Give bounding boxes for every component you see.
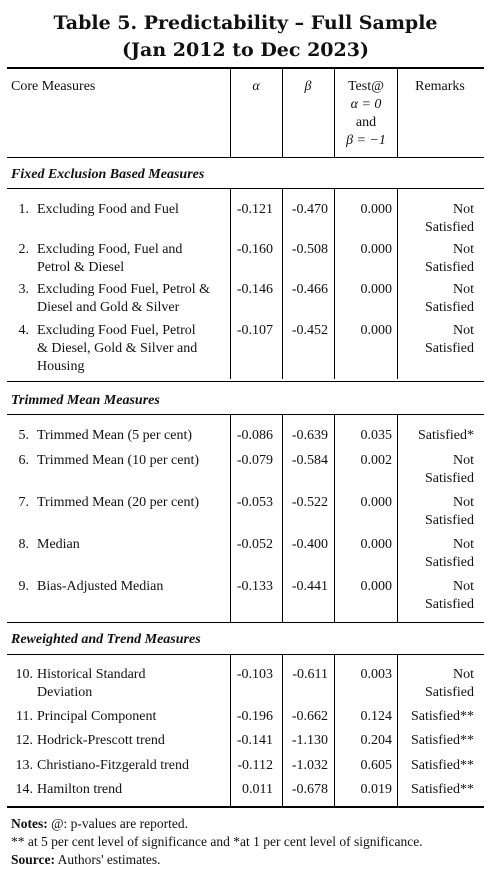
measure-name: Diesel and Gold & Silver (37, 300, 180, 315)
section-rule (7, 414, 484, 415)
remarks-value: Satisfied** (411, 709, 474, 724)
col-divider (282, 69, 283, 157)
remarks-value: Not (453, 579, 474, 594)
header-core-measures: Core Measures (11, 79, 96, 94)
beta-value: -0.441 (291, 579, 328, 594)
section-rule (7, 188, 484, 189)
row-number: 1. (18, 202, 29, 217)
remarks-value: Satisfied (425, 220, 474, 235)
remarks-value: Satisfied** (411, 782, 474, 797)
alpha-value: -0.079 (236, 453, 273, 468)
alpha-value: -0.107 (236, 323, 273, 338)
measure-name: Principal Component (37, 709, 157, 724)
beta-value: -0.470 (291, 202, 328, 217)
row-number: 7. (18, 495, 29, 510)
remarks-value: Not (453, 323, 474, 338)
test-value: 0.000 (360, 537, 392, 552)
beta-value: -0.611 (292, 667, 328, 682)
test-value: 0.000 (360, 282, 392, 297)
alpha-value: 0.011 (242, 782, 273, 797)
remarks-value: Satisfied (425, 300, 474, 315)
notes-text: @: p-values are reported. (47, 816, 188, 831)
row-number: 12. (15, 733, 33, 748)
header-alpha: α (252, 79, 260, 94)
header-beta: β (304, 79, 312, 94)
remarks-value: Satisfied (425, 513, 474, 528)
row-number: 3. (18, 282, 29, 297)
measure-name: Bias-Adjusted Median (37, 579, 164, 594)
row-number: 9. (18, 579, 29, 594)
notes-label: Notes: (11, 816, 48, 831)
remarks-value: Not (453, 537, 474, 552)
top-rule (7, 67, 484, 69)
remarks-value: Satisfied** (411, 758, 474, 773)
remarks-value: Satisfied (425, 260, 474, 275)
row-number: 8. (18, 537, 29, 552)
remarks-value: Satisfied (425, 471, 474, 486)
section-rule (7, 654, 484, 655)
beta-value: -0.522 (291, 495, 328, 510)
section-title: Reweighted and Trend Measures (11, 632, 201, 647)
header-test-line2: α = 0 (350, 97, 382, 112)
col-divider (230, 69, 231, 157)
alpha-value: -0.133 (236, 579, 273, 594)
remarks-value: Not (453, 202, 474, 217)
section-title: Fixed Exclusion Based Measures (11, 167, 205, 182)
col-divider (397, 415, 398, 622)
col-divider (334, 69, 335, 157)
measure-name: Historical Standard (37, 667, 146, 682)
test-value: 0.000 (360, 323, 392, 338)
row-number: 10. (15, 667, 33, 682)
test-value: 0.204 (360, 733, 392, 748)
test-value: 0.000 (360, 495, 392, 510)
remarks-value: Not (453, 242, 474, 257)
remarks-value: Satisfied (425, 597, 474, 612)
section-title: Trimmed Mean Measures (11, 393, 160, 408)
beta-value: -0.678 (291, 782, 328, 797)
section-end-rule (7, 622, 484, 623)
row-number: 6. (18, 453, 29, 468)
row-number: 2. (18, 242, 29, 257)
test-value: 0.605 (360, 758, 392, 773)
header-test-line4: β = −1 (346, 133, 386, 148)
alpha-value: -0.086 (236, 428, 273, 443)
remarks-value: Not (453, 453, 474, 468)
measure-name: Christiano-Fitzgerald trend (37, 758, 190, 773)
notes-line2: ** at 5 per cent level of significance and *at 1 per cent level of significance. (11, 834, 423, 849)
table-subtitle: (Jan 2012 to Dec 2023) (122, 39, 369, 61)
alpha-value: -0.160 (236, 242, 273, 257)
test-value: 0.000 (360, 202, 392, 217)
beta-value: -0.452 (291, 323, 328, 338)
bottom-rule (7, 806, 484, 808)
remarks-value: Not (453, 495, 474, 510)
header-remarks: Remarks (415, 79, 465, 94)
test-value: 0.000 (360, 242, 392, 257)
beta-value: -0.508 (291, 242, 328, 257)
notes-line1 (11, 815, 487, 833)
measure-name: Trimmed Mean (10 per cent) (37, 453, 199, 468)
beta-value: -1.130 (291, 733, 328, 748)
col-divider (397, 69, 398, 157)
test-value: 0.019 (360, 782, 392, 797)
beta-value: -0.466 (291, 282, 328, 297)
remarks-value: Satisfied (425, 341, 474, 356)
alpha-value: -0.121 (236, 202, 273, 217)
test-value: 0.003 (360, 667, 392, 682)
measure-name: Excluding Food Fuel, Petrol & (37, 282, 211, 297)
measure-name: Deviation (37, 685, 93, 700)
alpha-value: -0.103 (236, 667, 273, 682)
table-title: Table 5. Predictability – Full Sample (53, 12, 438, 34)
header-rule (7, 157, 484, 158)
row-number: 11. (16, 709, 33, 724)
section-end-rule (7, 381, 484, 382)
remarks-value: Not (453, 667, 474, 682)
measure-name: Housing (37, 359, 85, 374)
col-divider (397, 655, 398, 806)
row-number: 5. (18, 428, 29, 443)
header-test-line3: and (355, 115, 377, 130)
measure-name: Hamilton trend (37, 782, 123, 797)
alpha-value: -0.112 (237, 758, 273, 773)
alpha-value: -0.196 (236, 709, 273, 724)
alpha-value: -0.141 (236, 733, 273, 748)
measure-name: Trimmed Mean (5 per cent) (37, 428, 192, 443)
measure-name: Petrol & Diesel (37, 260, 125, 275)
measure-name: Excluding Food, Fuel and (37, 242, 183, 257)
alpha-value: -0.146 (236, 282, 273, 297)
measure-name: Hodrick-Prescott trend (37, 733, 165, 748)
test-value: 0.124 (360, 709, 392, 724)
source-line (11, 851, 487, 869)
remarks-value: Satisfied** (411, 733, 474, 748)
beta-value: -0.639 (291, 428, 328, 443)
source-text: Authors' estimates. (55, 852, 161, 867)
header-test-line1: Test@ (347, 79, 385, 94)
measure-name: & Diesel, Gold & Silver and (37, 341, 198, 356)
row-number: 13. (15, 758, 33, 773)
beta-value: -1.032 (291, 758, 328, 773)
alpha-value: -0.053 (236, 495, 273, 510)
col-divider (397, 189, 398, 379)
beta-value: -0.584 (291, 453, 328, 468)
beta-value: -0.662 (291, 709, 328, 724)
row-number: 14. (15, 782, 33, 797)
measure-name: Trimmed Mean (20 per cent) (37, 495, 199, 510)
test-value: 0.035 (360, 428, 392, 443)
remarks-value: Satisfied (425, 555, 474, 570)
alpha-value: -0.052 (236, 537, 273, 552)
test-value: 0.000 (360, 579, 392, 594)
measure-name: Median (37, 537, 80, 552)
beta-value: -0.400 (291, 537, 328, 552)
row-number: 4. (18, 323, 29, 338)
source-label: Source: (11, 852, 55, 867)
measure-name: Excluding Food Fuel, Petrol (37, 323, 196, 338)
measure-name: Excluding Food and Fuel (37, 202, 179, 217)
remarks-value: Satisfied (425, 685, 474, 700)
remarks-value: Satisfied* (418, 428, 474, 443)
remarks-value: Not (453, 282, 474, 297)
test-value: 0.002 (360, 453, 392, 468)
